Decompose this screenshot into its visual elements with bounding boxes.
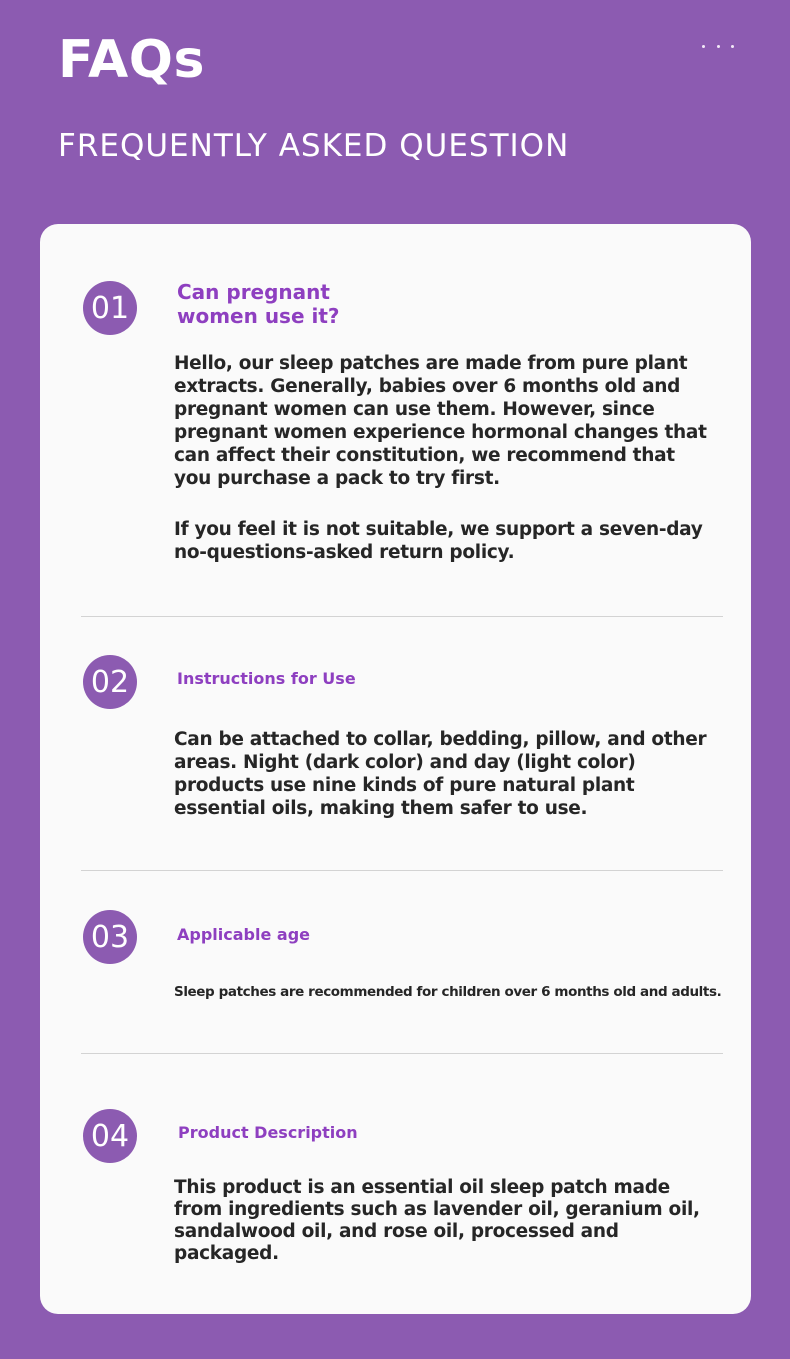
faq-card [40, 224, 751, 1314]
faq-number-badge: 02 [83, 655, 137, 709]
faq-divider [81, 616, 723, 617]
faq-answer-paragraph: Can be attached to collar, bedding, pillow, and other areas. Night (dark color) and day (light color) products use nine kinds of pure natural plant essential oils, making them safer to use. [174, 729, 707, 819]
faq-number-badge: 01 [83, 281, 137, 335]
page-title: FAQs [58, 30, 205, 90]
faq-question: Applicable age [177, 925, 310, 944]
faq-number-badge: 03 [83, 910, 137, 964]
faq-divider [81, 1053, 723, 1054]
faq-answer-paragraph: This product is an essential oil sleep patch made from ingredients such as lavender oil, geranium oil, sandalwood oil, and rose oil, processed and packaged. [174, 1177, 700, 1264]
faq-answer-paragraph: If you feel it is not suitable, we support a seven-day no-questions-asked return policy. [174, 519, 703, 563]
more-icon[interactable] [702, 36, 734, 56]
faq-question: Can pregnant women use it? [177, 280, 340, 328]
faq-answer-paragraph: Hello, our sleep patches are made from pure plant extracts. Generally, babies over 6 months old and pregnant women can use them. However, since pregnant women experience hormonal changes that can affect their constitution, we recommend that you purchase a pack to try first. [174, 353, 707, 489]
page-subtitle: FREQUENTLY ASKED QUESTION [58, 128, 570, 164]
faq-divider [81, 870, 723, 871]
faq-number-badge: 04 [83, 1109, 137, 1163]
faq-question: Product Description [178, 1123, 358, 1142]
faq-answer-paragraph: Sleep patches are recommended for children over 6 months old and adults. [174, 984, 722, 1000]
faq-question: Instructions for Use [177, 669, 356, 688]
